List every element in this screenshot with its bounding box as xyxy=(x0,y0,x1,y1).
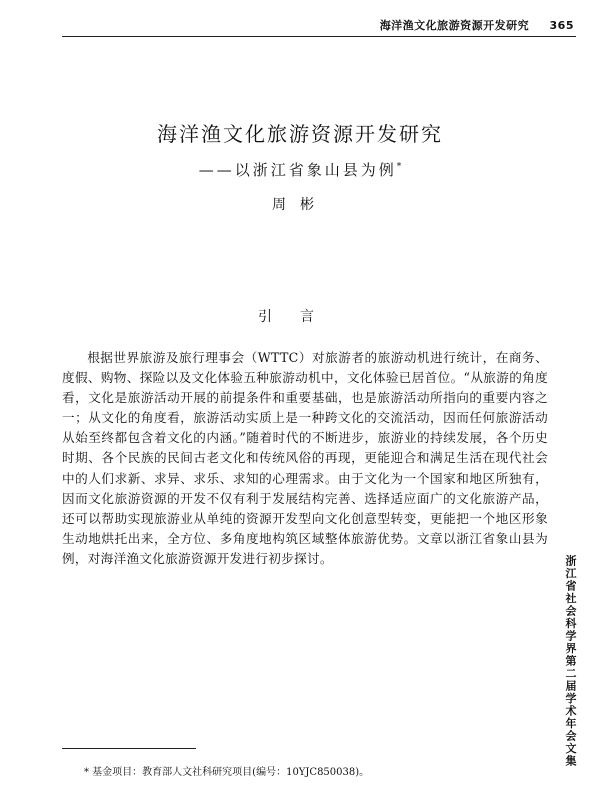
subtitle-text: ——以浙江省象山县为例 xyxy=(198,161,397,179)
page-number: 365 xyxy=(549,19,574,32)
footnote: * 基金项目：教育部人文社科研究项目(编号：10YJC850038)。 xyxy=(84,767,370,778)
footnote-rule xyxy=(62,748,196,749)
side-collection-label: 浙江省社会科学界第二届学术年会文集 xyxy=(564,555,577,768)
article-title: 海洋渔文化旅游资源开发研究 xyxy=(157,122,443,146)
running-head xyxy=(380,17,574,33)
footnote-marker: * xyxy=(396,162,402,172)
article-subtitle xyxy=(0,159,600,180)
body-paragraph: 根据世界旅游及旅行理事会（WTTC）对旅游者的旅游动机进行统计，在商务、度假、购物、探险以及文化体验五种旅游动机中，文化体验已居首位。“从旅游的角度看，文化是旅游活动开展的前提条件和重要基础，也是旅游活动所指向的重要内容之一；从文化的角度看，旅游活动实质上是一种跨文化的交流活动，因而任何旅游活动从始至终都包含着文化的内涵。”随着时代的不断进步，旅游业的持续发展，各个历史时期、各个民族的民间古老文化和传统风俗的再现，更能迎合和满足生活在现代社会中的人们求新、求异、求乐、求知的心理需求。由于文化为一个国家和地区所独有，因而文化旅游资源的开发不仅有利于发展结构完善、选择适应面广的文化旅游产品，还可以帮助实现旅游业从单纯的资源开发型向文化创意型转变，更能把一个地区形象生动地烘托出来，全方位、多角度地构筑区域整体旅游优势。文章以浙江省象山县为例，对海洋渔文化旅游资源开发进行初步探讨。 xyxy=(62,350,548,566)
header-rule xyxy=(62,36,576,37)
article-author: 周彬 xyxy=(272,197,328,213)
section-heading: 引言 xyxy=(258,309,342,325)
running-head-title: 海洋渔文化旅游资源开发研究 xyxy=(379,19,530,32)
